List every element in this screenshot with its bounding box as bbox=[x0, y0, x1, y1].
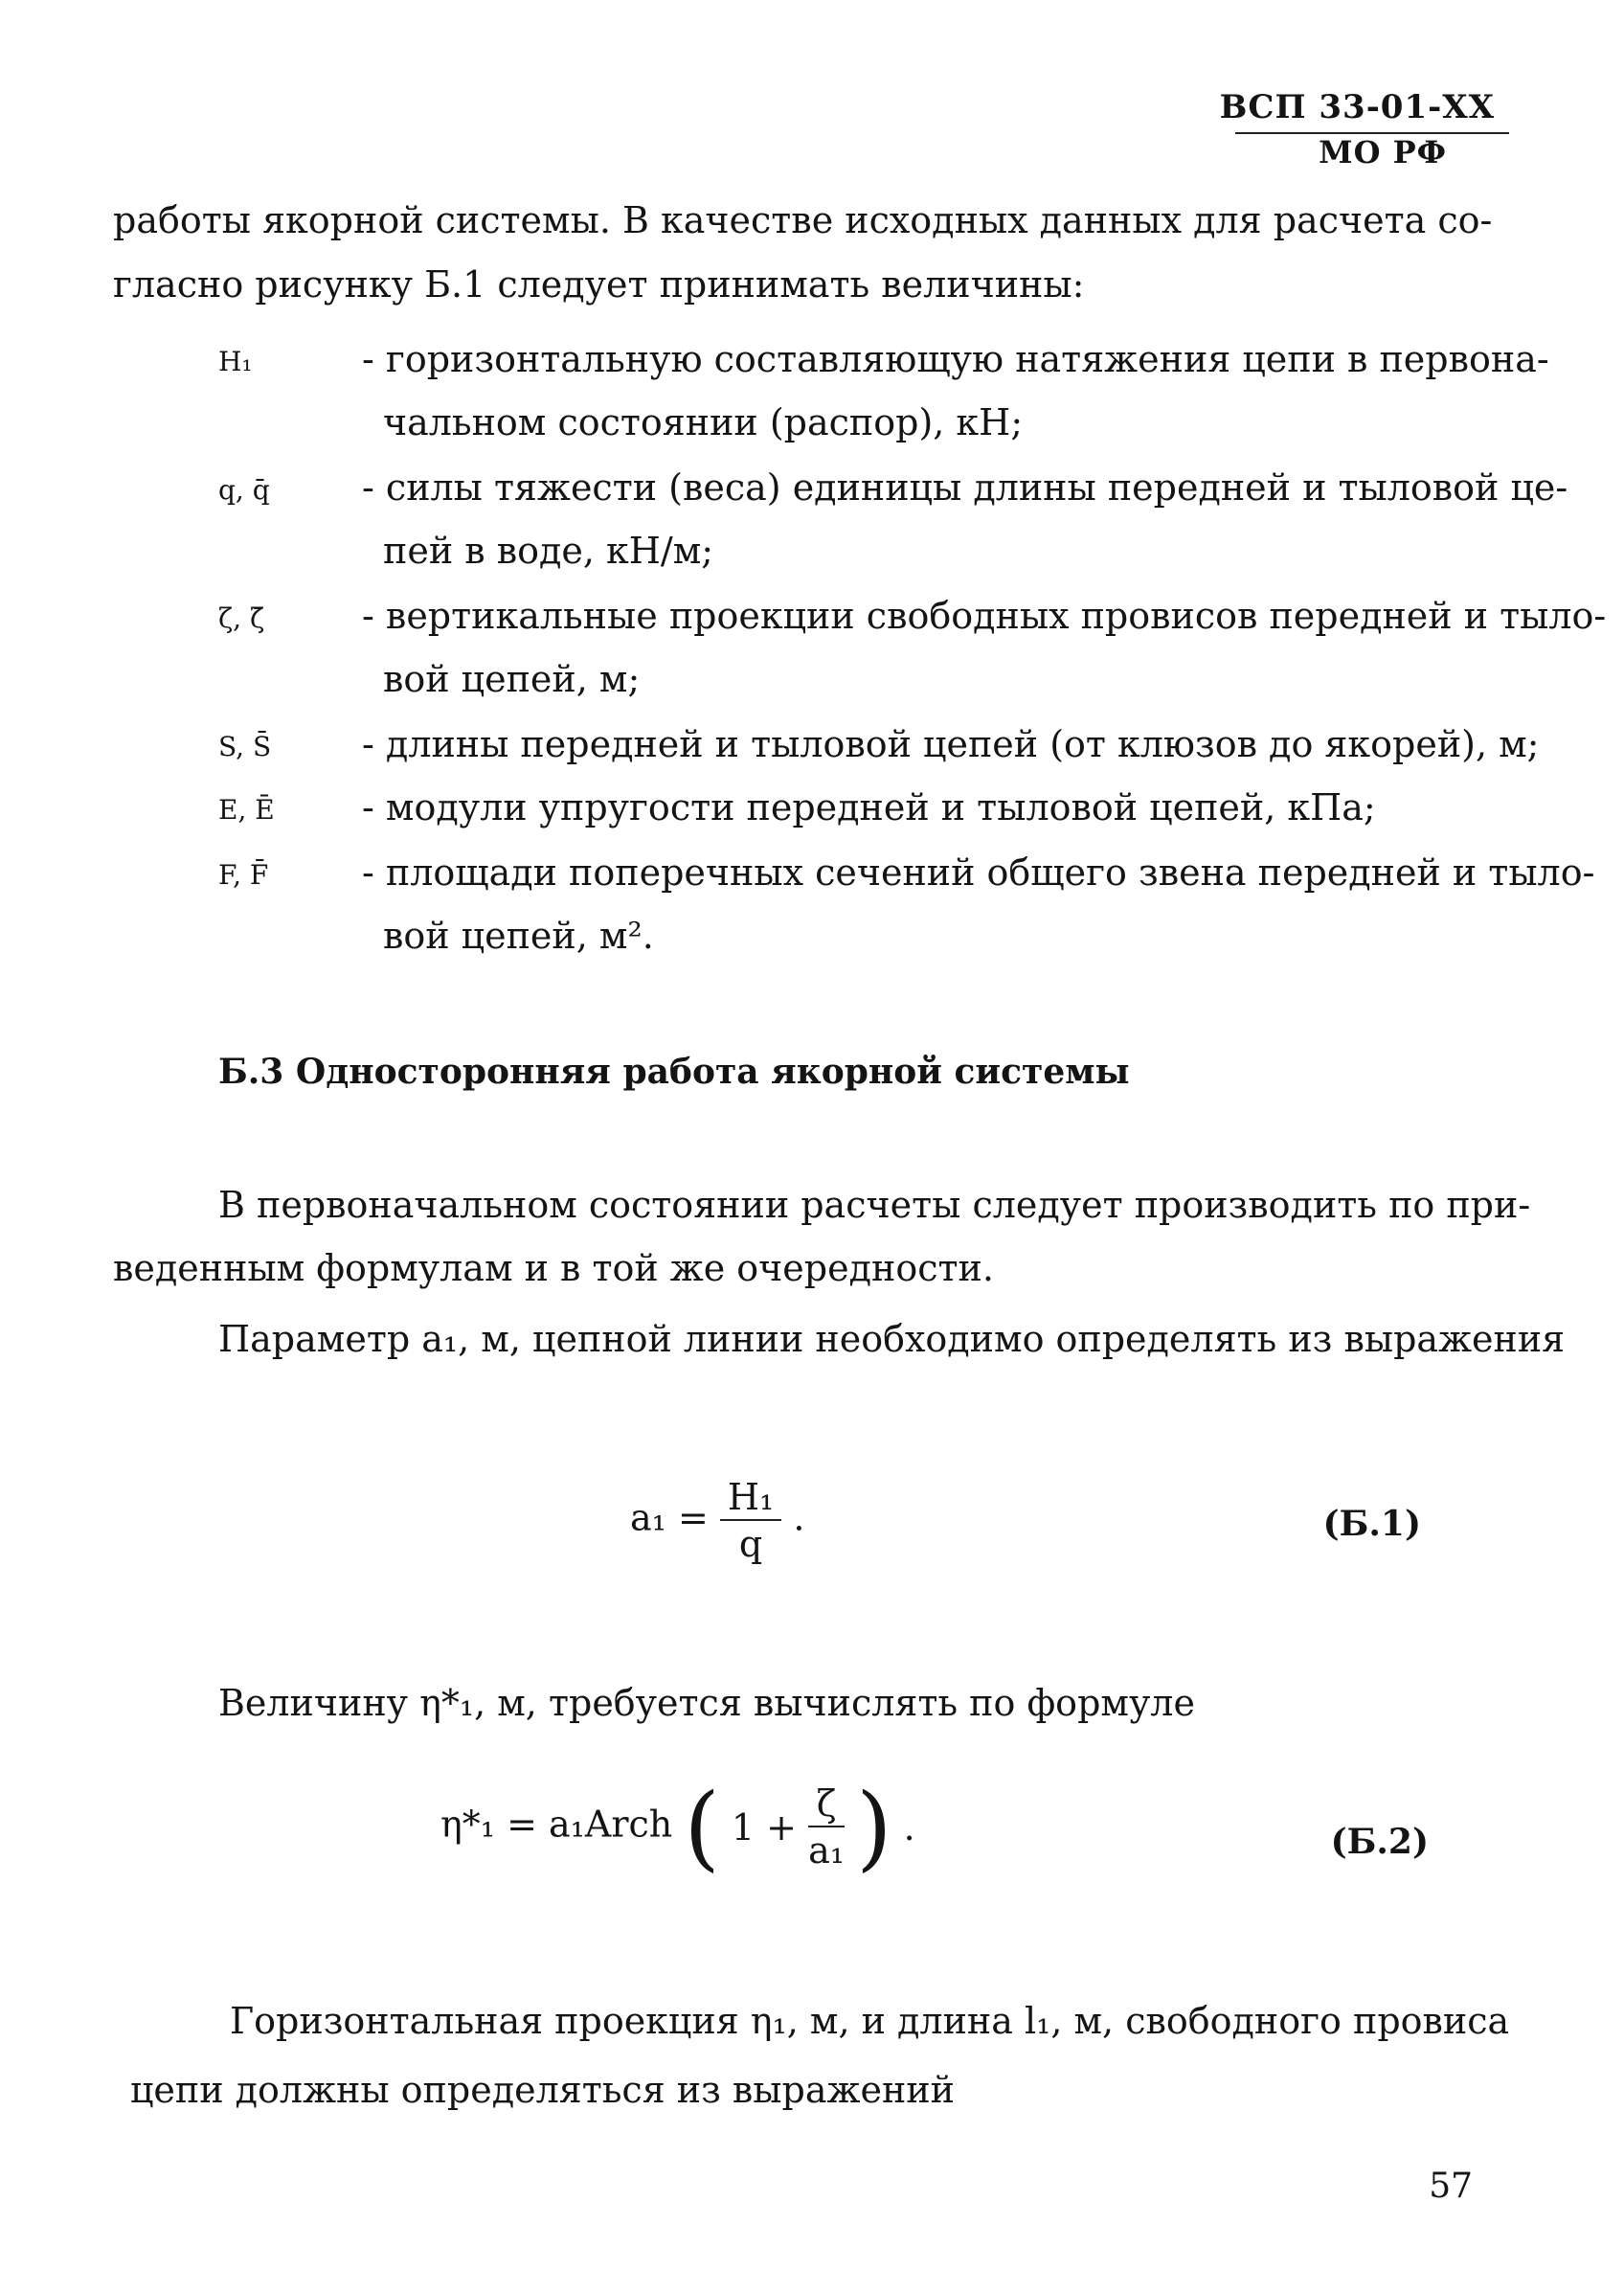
section-heading: Б.3 Односторонняя работа якорной системы bbox=[218, 1052, 1130, 1092]
fraction bbox=[720, 1475, 781, 1567]
fraction bbox=[808, 1781, 845, 1873]
equation-lhs: a₁ = bbox=[630, 1496, 709, 1539]
equation-tail: . bbox=[793, 1496, 805, 1539]
intro-line-2: гласно рисунку Б.1 следует принимать величины: bbox=[113, 263, 1085, 306]
left-paren: ( bbox=[684, 1774, 720, 1881]
paragraph-line: Параметр a₁, м, цепной линии необходимо определять из выражения bbox=[218, 1318, 1566, 1360]
definition-symbol: E, Ē bbox=[218, 794, 275, 826]
definition-line: - модули упругости передней и тыловой цепей, кПа; bbox=[362, 786, 1376, 828]
numerator: H₁ bbox=[720, 1475, 781, 1521]
equation-lhs: η*₁ = a₁Arch bbox=[440, 1803, 673, 1846]
intro-line-1: работы якорной системы. В качестве исходных данных для расчета со- bbox=[113, 199, 1493, 241]
definition-line: - горизонтальную составляющую натяжения цепи в первона- bbox=[362, 338, 1549, 380]
right-paren: ) bbox=[856, 1774, 892, 1881]
definition-symbol: ζ, ζ̄ bbox=[218, 602, 265, 634]
definition-line: - силы тяжести (веса) единицы длины передней и тыловой це- bbox=[362, 466, 1568, 509]
definition-line: - площади поперечных сечений общего звена передней и тыло- bbox=[362, 851, 1595, 894]
definition-text bbox=[362, 713, 1540, 776]
equation-b2 bbox=[440, 1774, 915, 1881]
definition-line: вой цепей, м; bbox=[383, 658, 641, 700]
paragraph-line: веденным формулам и в той же очередности. bbox=[113, 1247, 994, 1289]
document-code: ВСП 33-01-XX bbox=[1219, 88, 1495, 126]
document-organization: МО РФ bbox=[1319, 134, 1447, 170]
denominator: a₁ bbox=[808, 1829, 845, 1872]
definition-symbol: S, S̄ bbox=[218, 731, 272, 762]
definition-symbol: q, q̄ bbox=[218, 474, 270, 506]
paragraph-line: Горизонтальная проекция η₁, м, и длина l₁, м, свободного провиса bbox=[230, 2000, 1510, 2042]
definition-text bbox=[362, 776, 1501, 839]
page-number: 57 bbox=[1429, 2167, 1473, 2206]
equation-b1 bbox=[630, 1475, 804, 1567]
numerator: ζ bbox=[808, 1781, 845, 1827]
equation-inner: 1 + bbox=[731, 1806, 797, 1849]
paragraph-line: Величину η*₁, м, требуется вычислять по формуле bbox=[218, 1682, 1195, 1724]
definition-line: пей в воде, кН/м; bbox=[383, 530, 714, 572]
equation-number: (Б.2) bbox=[1330, 1822, 1429, 1862]
denominator: q bbox=[738, 1523, 763, 1565]
definition-line: - длины передней и тыловой цепей (от клюзов до якорей), м; bbox=[362, 723, 1540, 765]
definition-symbol: F, F̄ bbox=[218, 859, 269, 891]
definition-line: - вертикальные проекции свободных провисов передней и тыло- bbox=[362, 595, 1607, 637]
equation-tail: . bbox=[903, 1806, 915, 1849]
definition-line: вой цепей, м². bbox=[383, 915, 654, 957]
paragraph-line: В первоначальном состоянии расчеты следует производить по при- bbox=[218, 1184, 1531, 1226]
definition-line: чальном состоянии (распор), кН; bbox=[383, 401, 1024, 443]
definition-text bbox=[362, 456, 1568, 582]
definition-symbol: H₁ bbox=[218, 346, 253, 377]
paragraph-line: цепи должны определяться из выражений bbox=[130, 2069, 955, 2111]
equation-number: (Б.1) bbox=[1322, 1504, 1421, 1544]
definition-text bbox=[362, 584, 1607, 711]
definition-text bbox=[362, 841, 1595, 967]
definition-text bbox=[362, 328, 1549, 454]
